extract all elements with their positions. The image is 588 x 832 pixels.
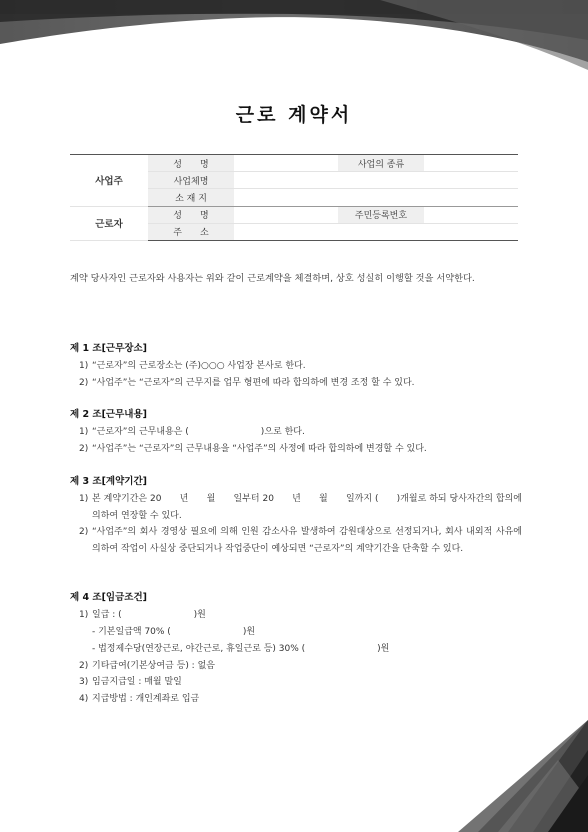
worker-name-label: 성 명: [148, 206, 234, 223]
article-3-heading: 제 3 조[계약기간]: [70, 476, 147, 487]
business-type-field[interactable]: [424, 155, 518, 172]
article-2-heading: 제 2 조[근무내용]: [70, 409, 147, 420]
top-decoration: [0, 0, 588, 70]
company-name-label: 사업체명: [148, 172, 234, 189]
article-4-item-2: 2) 기타급여(기본상여금 등) : 없음: [79, 660, 215, 671]
article-4: [70, 589, 540, 707]
article-4-item-3: 3) 임금지급일 : 매월 말일: [79, 677, 182, 687]
article-4-subitem-1: - 기본일급액 70% ( )원: [92, 626, 256, 637]
worker-address-field[interactable]: [234, 223, 518, 240]
party-info-table: [70, 154, 518, 241]
business-type-label: 사업의 종류: [338, 155, 424, 172]
article-2-item-2: 2) “사업주”는 “근로자”의 근무내용을 “사업주”의 사정에 따라 합의하에 변경할 수 있다.: [79, 443, 427, 454]
bottom-decoration: [438, 720, 588, 832]
resident-number-field[interactable]: [424, 206, 518, 223]
article-4-item-4: 4) 지급방법 : 개인계좌로 입금: [79, 693, 200, 704]
article-1-item-2: 2) “사업주”는 “근로자”의 근무지를 업무 형편에 따라 합의하에 변경 조정 할 수 있다.: [79, 377, 415, 388]
intro-paragraph: 계약 당사자인 근로자와 사용자는 위와 같이 근로계약을 체결하며, 상호 성실히 이행할 것을 서약한다.: [70, 273, 475, 284]
employer-group-label: 사업주: [70, 155, 148, 207]
article-4-heading: 제 4 조[임금조건]: [70, 592, 147, 603]
article-4-item-1: 1) 일급 : ( )원: [79, 610, 206, 620]
worker-group-label: 근로자: [70, 206, 148, 240]
employer-name-label: 성 명: [148, 155, 234, 172]
article-2-item-1: 1) “근로자”의 근무내용은 ( )으로 한다.: [79, 427, 305, 437]
article-3-item-2: 2) “사업주”의 회사 경영상 필요에 의해 인원 감소사유 발생하여 감원대상으로 선정되거나, 회사 내외적 사유에 의하여 작업이 사실상 중단되거나 작업중단이 예상되면 “근로자”의 계약기간을 단축할 수 있다.: [79, 527, 522, 554]
worker-address-label: 주 소: [148, 223, 234, 240]
document-title: 근로 계약서: [235, 104, 353, 126]
worker-name-field[interactable]: [234, 206, 338, 223]
article-1-item-1: 1) “근로자”의 근로장소는 (주)○○○ 사업장 본사로 한다.: [79, 361, 306, 371]
resident-number-label: 주민등록번호: [338, 206, 424, 223]
company-name-field[interactable]: [234, 172, 518, 189]
article-1-heading: 제 1 조[근무장소]: [70, 343, 147, 354]
article-3: [70, 473, 540, 557]
employer-name-field[interactable]: [234, 155, 338, 172]
company-address-field[interactable]: [234, 189, 518, 206]
article-4-subitem-2: - 법정제수당(연장근로, 야간근로, 휴일근로 등) 30% ( )원: [92, 643, 390, 654]
article-3-item-1: 1) 본 계약기간은 20 년 월 일부터 20 년 월 일까지 ( )개월로 하되 당사자간의 합의에 의하여 연장할 수 있다.: [79, 494, 522, 521]
address-label: 소 재 지: [148, 189, 234, 206]
article-1: [70, 340, 540, 391]
article-2: [70, 406, 540, 457]
